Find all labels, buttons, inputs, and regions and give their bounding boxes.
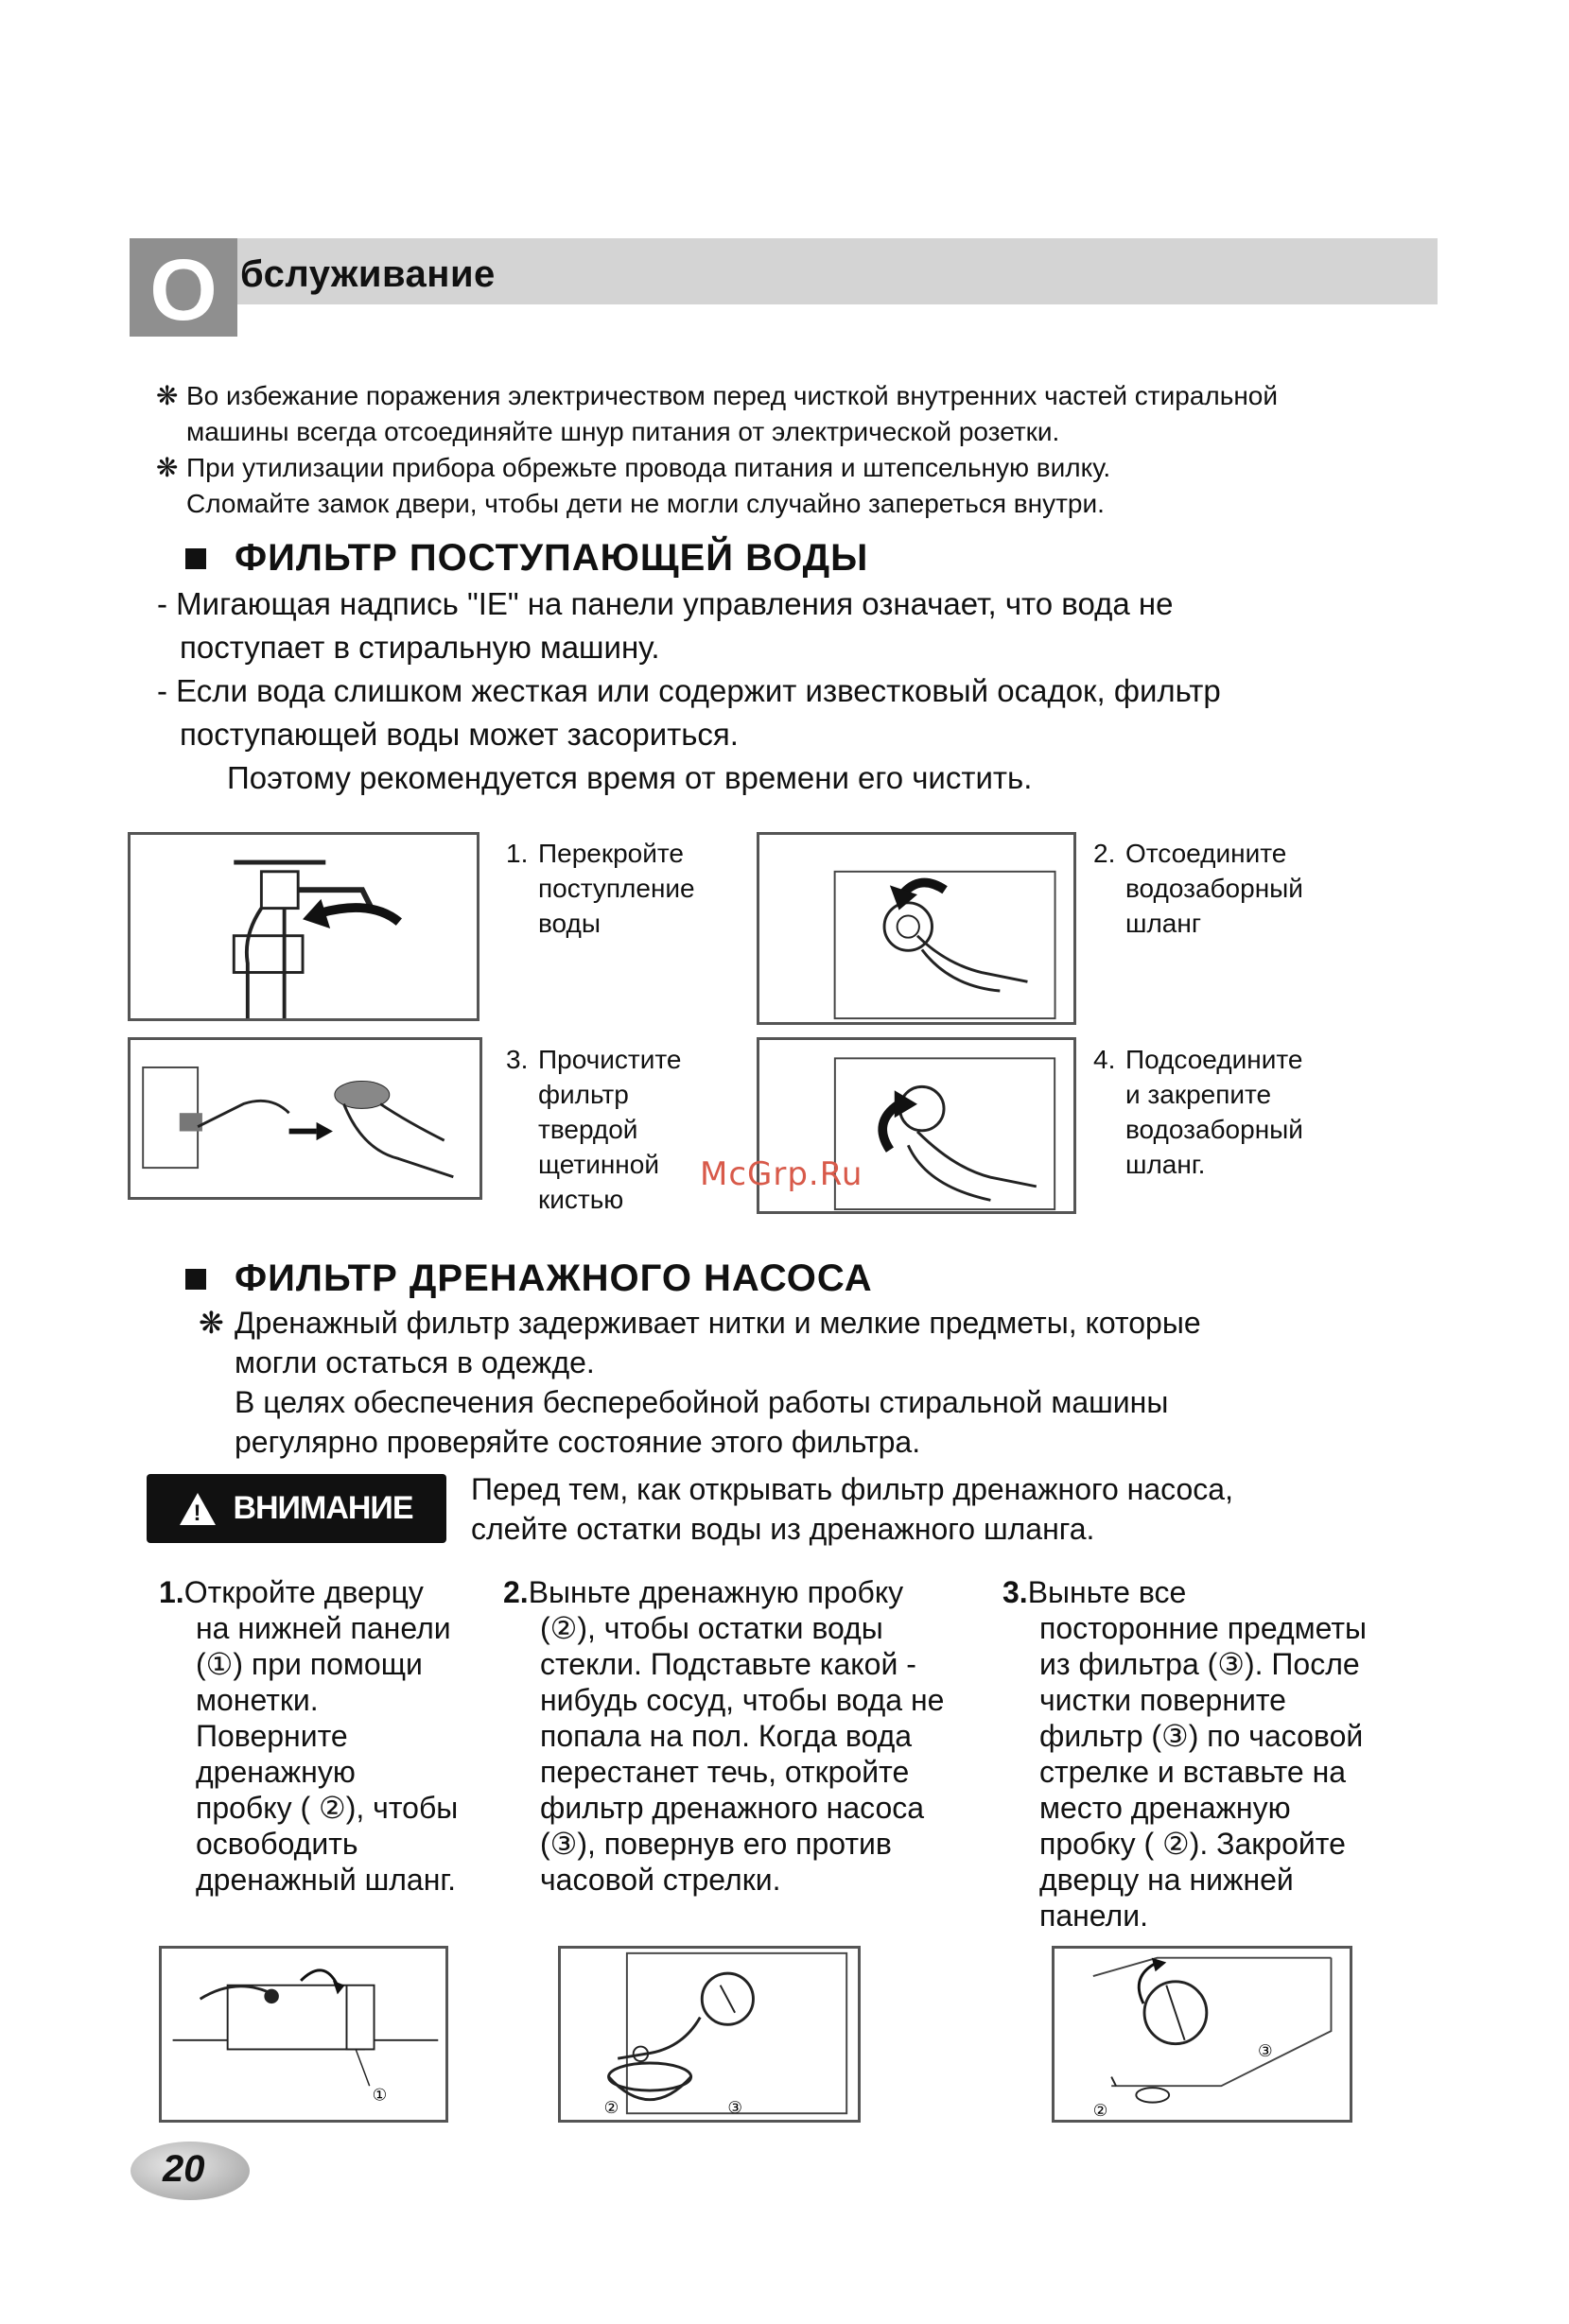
- safety-note-2: [156, 450, 1423, 522]
- brush-cleaning-illustration: [131, 1040, 479, 1197]
- step-line: фильтр (③) по часовой: [1039, 1719, 1364, 1753]
- step-line: из фильтра (③). После: [1039, 1647, 1360, 1681]
- figure-remove-debris: [1052, 1946, 1352, 2123]
- drain-note-line: регулярно проверяйте состояние этого фильтра.: [235, 1425, 921, 1459]
- step-line: Подсоедините: [1125, 1045, 1303, 1074]
- step-line: панели.: [1039, 1899, 1148, 1933]
- warning-text: [471, 1469, 1233, 1549]
- inlet-para-line: - Мигающая надпись "IE" на панели управления означает, что вода не: [157, 586, 1174, 621]
- inlet-step-1: [506, 836, 695, 941]
- header-letter: O: [149, 242, 218, 338]
- step-line: дренажную: [196, 1755, 356, 1789]
- step-line: перестанет течь, откройте: [540, 1755, 910, 1789]
- hose-disconnect-illustration: [759, 835, 1073, 1022]
- step-line: на нижней панели: [196, 1611, 451, 1645]
- step-number: 2.: [503, 1575, 529, 1609]
- warning-line: слейте остатки воды из дренажного шланга.: [471, 1512, 1095, 1546]
- drain-note-line: могли остаться в одежде.: [235, 1345, 595, 1379]
- step-line: (③), повернув его против: [540, 1827, 892, 1861]
- step-line: воды: [538, 909, 601, 938]
- step-line: часовой стрелки.: [540, 1863, 781, 1897]
- step-line: пробку ( ②). Закройте: [1039, 1827, 1346, 1861]
- step-line: стрелке и вставьте на: [1039, 1755, 1347, 1789]
- inlet-para-line: поступающей воды может засориться.: [180, 717, 739, 752]
- warning-icon: [180, 1493, 216, 1525]
- inlet-para-line: поступает в стиральную машину.: [180, 630, 660, 665]
- figure-clean-filter: [128, 1037, 482, 1200]
- step-line: попала на пол. Когда вода: [540, 1719, 913, 1753]
- step-line: фильтр: [538, 1080, 629, 1109]
- step-line: твердой: [538, 1115, 638, 1144]
- drain-step-1: [159, 1574, 499, 1898]
- note-line: машины всегда отсоединяйте шнур питания от электрической розетки.: [186, 417, 1060, 446]
- step-line: дренажный шланг.: [196, 1863, 457, 1897]
- step-line: стекли. Подставьте какой -: [540, 1647, 916, 1681]
- note-line: При утилизации прибора обрежьте провода питания и штепсельную вилку.: [186, 453, 1111, 482]
- step-line: место дренажную: [1039, 1791, 1291, 1825]
- watermark: McGrp.Ru: [700, 1155, 863, 1193]
- step-number: 3.: [1002, 1575, 1028, 1609]
- step-line: кистью: [538, 1185, 624, 1214]
- callout-label-3: ③: [727, 2099, 742, 2119]
- drain-note-line: В целях обеспечения бесперебойной работы стиральной машины: [235, 1385, 1169, 1419]
- step-line: пробку ( ②), чтобы: [196, 1791, 459, 1825]
- drain-section-title: [185, 1257, 873, 1300]
- drain-note-line: Дренажный фильтр задерживает нитки и мелкие предметы, которые: [235, 1306, 1201, 1340]
- drain-step-2: [503, 1574, 957, 1898]
- step-line: шланг.: [1125, 1150, 1206, 1179]
- warning-badge: [147, 1474, 446, 1543]
- safety-note-1: [156, 378, 1423, 450]
- square-bullet-icon: [185, 1269, 206, 1290]
- step-line: (①) при помощи: [196, 1647, 423, 1681]
- step-line: фильтр дренажного насоса: [540, 1791, 925, 1825]
- figure-drain-water: [558, 1946, 861, 2123]
- step-line: Выньте дренажную пробку: [528, 1575, 904, 1609]
- step-line: чистки поверните: [1039, 1683, 1286, 1717]
- warning-icon-mark: !: [193, 1500, 200, 1526]
- remove-debris-illustration: [1055, 1949, 1350, 2120]
- step-line: дверцу на нижней: [1039, 1863, 1294, 1897]
- step-line: Поверните: [196, 1719, 348, 1753]
- step-line: Откройте дверцу: [183, 1575, 424, 1609]
- step-number: 1.: [159, 1575, 184, 1609]
- inlet-para-line: Поэтому рекомендуется время от времени его чистить.: [227, 760, 1033, 795]
- callout-label-2: ②: [603, 2099, 619, 2119]
- asterisk-icon: ❋: [156, 453, 179, 482]
- figure-disconnect-hose: [757, 832, 1076, 1025]
- step-number: 1.: [506, 839, 529, 868]
- step-line: освободить: [196, 1827, 358, 1861]
- inlet-step-2: [1093, 836, 1303, 941]
- drain-note: [199, 1303, 1428, 1462]
- note-line: Сломайте замок двери, чтобы дети не могли случайно запереться внутри.: [186, 489, 1105, 518]
- drain-title-text: ФИЛЬТР ДРЕНАЖНОГО НАСОСА: [235, 1257, 873, 1299]
- step-line: Выньте все: [1027, 1575, 1187, 1609]
- callout-label-1: ①: [372, 2086, 388, 2106]
- inlet-section-title: [185, 537, 868, 580]
- step-line: Перекройте: [538, 839, 684, 868]
- inlet-title-text: ФИЛЬТР ПОСТУПАЮЩЕЙ ВОДЫ: [235, 537, 869, 579]
- step-number: 4.: [1093, 1045, 1116, 1074]
- note-line: Во избежание поражения электричеством перед чисткой внутренних частей стиральной: [186, 381, 1279, 410]
- page-number: 20: [163, 2148, 205, 2190]
- drain-water-illustration: [561, 1949, 858, 2120]
- step-line: шланг: [1125, 909, 1202, 938]
- step-line: (②), чтобы остатки воды: [540, 1611, 883, 1645]
- step-line: поступление: [538, 874, 695, 903]
- warning-label: ВНИМАНИЕ: [233, 1490, 413, 1526]
- figure-open-panel: [159, 1946, 448, 2123]
- inlet-step-4: [1093, 1042, 1303, 1182]
- step-line: щетинной: [538, 1150, 659, 1179]
- step-line: Отсоедините: [1125, 839, 1287, 868]
- step-line: посторонние предметы: [1039, 1611, 1367, 1645]
- callout-label-2: ②: [1092, 2102, 1108, 2120]
- step-number: 2.: [1093, 839, 1116, 868]
- step-number: 3.: [506, 1045, 529, 1074]
- asterisk-icon: ❋: [199, 1306, 224, 1340]
- drain-step-3: [1002, 1574, 1438, 1934]
- step-line: нибудь сосуд, чтобы вода не: [540, 1683, 945, 1717]
- warning-line: Перед тем, как открывать фильтр дренажного насоса,: [471, 1472, 1233, 1506]
- page-title: бслуживание: [240, 253, 496, 295]
- step-line: и закрепите: [1125, 1080, 1272, 1109]
- inlet-description: [157, 582, 1415, 800]
- step-line: водозаборный: [1125, 1115, 1303, 1144]
- step-line: Прочистите: [538, 1045, 682, 1074]
- inlet-step-3: [506, 1042, 681, 1217]
- header-letter-box: [130, 238, 237, 337]
- open-panel-illustration: [162, 1949, 445, 2120]
- step-line: монетки.: [196, 1683, 319, 1717]
- callout-label-3: ③: [1258, 2042, 1273, 2062]
- figure-close-tap: [128, 832, 479, 1021]
- step-line: водозаборный: [1125, 874, 1303, 903]
- asterisk-icon: ❋: [156, 381, 179, 410]
- square-bullet-icon: [185, 548, 206, 569]
- tap-illustration: [131, 835, 477, 1018]
- inlet-para-line: - Если вода слишком жесткая или содержит известковый осадок, фильтр: [157, 673, 1221, 708]
